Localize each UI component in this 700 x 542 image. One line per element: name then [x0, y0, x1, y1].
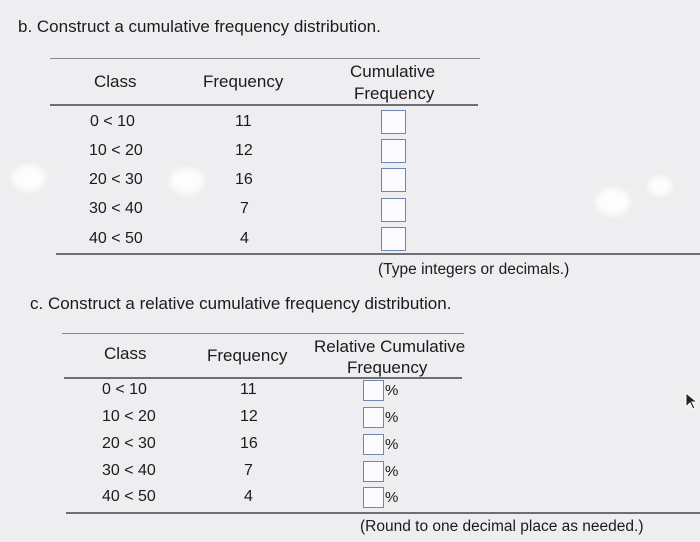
cumulative-frequency-input[interactable] — [381, 168, 406, 192]
glare — [170, 168, 204, 194]
glare — [596, 188, 630, 216]
table-c-bottom-rule — [66, 512, 700, 514]
table-b-class-cell: 10 < 20 — [89, 142, 143, 159]
table-c-header-frequency: Frequency — [207, 346, 288, 365]
table-b-class-cell: 20 < 30 — [89, 171, 143, 188]
part-c-heading: c. Construct a relative cumulative frequency distribution. — [30, 294, 452, 313]
table-c-header-rule — [64, 377, 462, 379]
table-b-top-rule — [50, 58, 480, 59]
cumulative-frequency-input[interactable] — [381, 110, 406, 134]
table-b-class-cell: 30 < 40 — [89, 200, 143, 217]
table-c-frequency-cell: 12 — [240, 408, 258, 425]
cumulative-frequency-input[interactable] — [381, 139, 406, 163]
table-b-header-cumulative-2: Frequency — [354, 84, 435, 103]
table-c-class-cell: 10 < 20 — [102, 408, 156, 425]
table-c-header-class: Class — [104, 344, 147, 363]
table-c-header-relative-2: Frequency — [347, 358, 428, 377]
relative-cumulative-input[interactable] — [363, 461, 384, 482]
table-c-frequency-cell: 16 — [240, 435, 258, 452]
relative-cumulative-input[interactable] — [363, 434, 384, 455]
table-c-header-relative-1: Relative Cumulative — [314, 337, 466, 356]
table-b-frequency-cell: 4 — [240, 230, 249, 247]
table-c-frequency-cell: 7 — [244, 462, 253, 479]
mouse-pointer-icon — [684, 392, 698, 410]
relative-cumulative-input[interactable] — [363, 407, 384, 428]
percent-sign: % — [385, 409, 399, 426]
table-b-header-frequency: Frequency — [203, 72, 284, 91]
table-c-class-cell: 0 < 10 — [102, 381, 147, 398]
part-b-heading: b. Construct a cumulative frequency distribution. — [18, 17, 381, 36]
table-c-class-cell: 30 < 40 — [102, 462, 156, 479]
cumulative-frequency-input[interactable] — [381, 198, 406, 222]
table-b-class-cell: 0 < 10 — [90, 113, 135, 130]
table-b-frequency-cell: 7 — [240, 200, 249, 217]
percent-sign: % — [385, 436, 399, 453]
table-b-header-cumulative-1: Cumulative — [350, 62, 436, 81]
percent-sign: % — [385, 382, 399, 399]
percent-sign: % — [385, 463, 399, 480]
table-c-class-cell: 20 < 30 — [102, 435, 156, 452]
glare — [648, 176, 672, 196]
table-c-frequency-cell: 11 — [240, 381, 257, 398]
relative-cumulative-input[interactable] — [363, 487, 384, 508]
table-c-top-rule — [62, 333, 464, 334]
table-c-class-cell: 40 < 50 — [102, 488, 156, 505]
table-b-class-cell: 40 < 50 — [89, 230, 143, 247]
glare — [12, 165, 46, 191]
table-b-header-class: Class — [94, 72, 137, 91]
part-c-note: (Round to one decimal place as needed.) — [360, 518, 644, 535]
table-b-header-rule — [50, 104, 478, 106]
table-b-bottom-rule — [56, 253, 700, 255]
table-c-frequency-cell: 4 — [244, 488, 253, 505]
cumulative-frequency-input[interactable] — [381, 227, 406, 251]
relative-cumulative-input[interactable] — [363, 380, 384, 401]
table-b-frequency-cell: 11 — [235, 113, 252, 130]
table-b-frequency-cell: 12 — [235, 142, 253, 159]
table-b-frequency-cell: 16 — [235, 171, 253, 188]
part-b-note: (Type integers or decimals.) — [378, 261, 570, 278]
percent-sign: % — [385, 489, 399, 506]
